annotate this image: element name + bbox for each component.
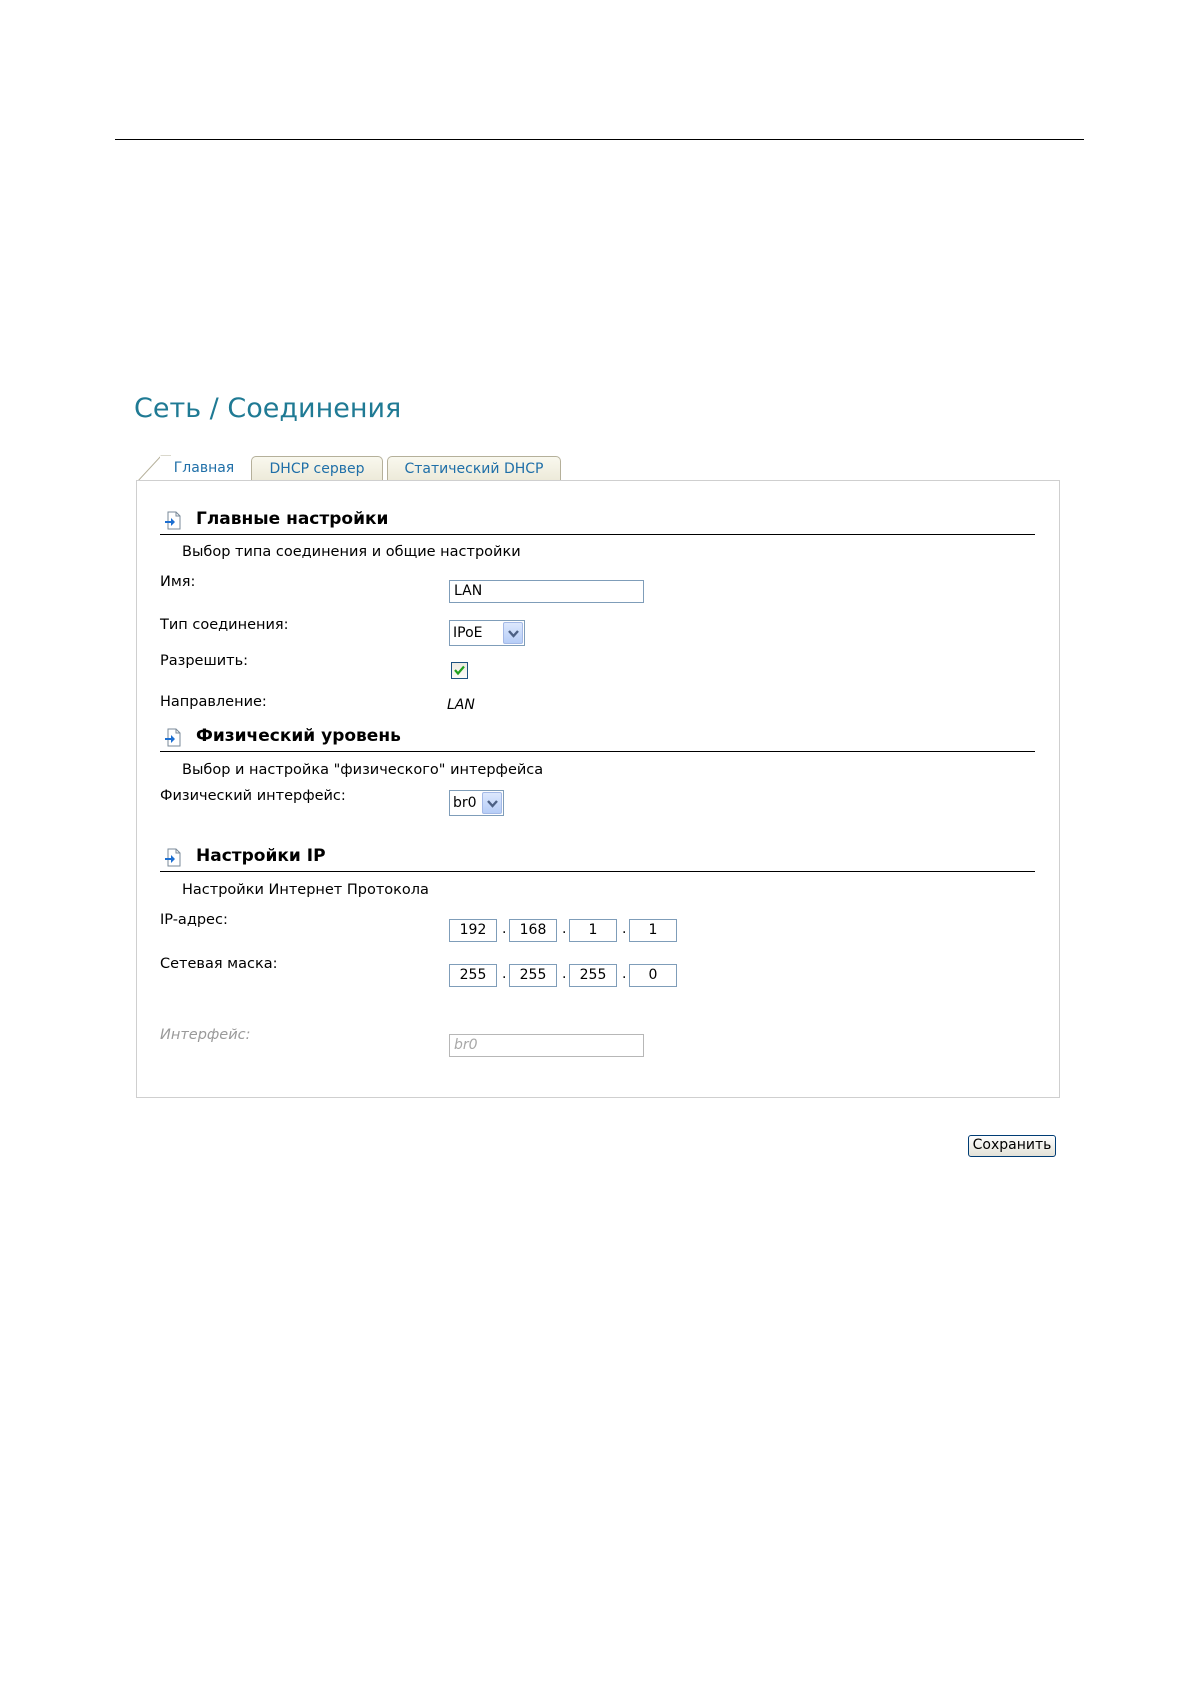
mask-octet-3-value: 255	[579, 967, 607, 983]
enable-label: Разрешить:	[160, 653, 249, 669]
conn-type-value: IPoE	[453, 625, 483, 641]
ip-octet-1[interactable]	[449, 919, 497, 942]
ip-octet-1-value: 192	[459, 922, 487, 938]
phys-iface-select[interactable]	[449, 790, 504, 816]
page-title: Сеть / Соединения	[134, 393, 402, 424]
octet-separator: .	[622, 921, 627, 937]
ip-octet-4-value: 1	[648, 922, 658, 938]
conn-type-label: Тип соединения:	[160, 617, 289, 633]
section-arrow-icon	[164, 728, 182, 747]
mask-octet-1[interactable]	[449, 964, 497, 987]
phys-iface-label: Физический интерфейс:	[160, 788, 346, 804]
interface-label: Интерфейс:	[160, 1027, 251, 1043]
mask-octet-1-value: 255	[459, 967, 487, 983]
name-label: Имя:	[160, 574, 196, 590]
top-divider	[115, 139, 1084, 140]
section-arrow-icon	[164, 848, 182, 867]
interface-input-value: br0	[454, 1037, 478, 1053]
checkmark-icon	[454, 665, 465, 676]
name-input[interactable]	[449, 580, 644, 603]
tab-dhcp-server[interactable]	[251, 456, 383, 482]
netmask-label: Сетевая маска:	[160, 956, 278, 972]
tab-static-dhcp[interactable]	[387, 456, 561, 482]
ip-octet-4[interactable]	[629, 919, 677, 942]
mask-octet-4[interactable]	[629, 964, 677, 987]
section-physical-title: Физический уровень	[196, 726, 401, 746]
section-main-description: Выбор типа соединения и общие настройки	[182, 544, 521, 560]
ip-octet-3[interactable]	[569, 919, 617, 942]
chevron-down-icon[interactable]	[503, 622, 523, 644]
mask-octet-2[interactable]	[509, 964, 557, 987]
ip-address-label: IP-адрес:	[160, 912, 228, 928]
ip-octet-3-value: 1	[588, 922, 598, 938]
mask-octet-4-value: 0	[648, 967, 658, 983]
section-arrow-icon	[164, 511, 182, 530]
phys-iface-value: br0	[453, 795, 477, 811]
mask-octet-2-value: 255	[519, 967, 547, 983]
section-physical-header	[160, 723, 1035, 752]
direction-label: Направление:	[160, 694, 267, 710]
section-main-title: Главные настройки	[196, 509, 389, 529]
ip-octet-2[interactable]	[509, 919, 557, 942]
octet-separator: .	[502, 921, 507, 937]
section-main-header	[160, 506, 1035, 535]
tab-main-label: Главная	[173, 460, 235, 476]
section-ip-header	[160, 843, 1035, 872]
tab-main[interactable]	[160, 456, 248, 482]
direction-value: LAN	[447, 697, 475, 713]
section-ip-description: Настройки Интернет Протокола	[182, 882, 429, 898]
section-ip-title: Настройки IP	[196, 846, 326, 866]
tab-dhcp-server-label: DHCP сервер	[269, 461, 365, 477]
section-physical-description: Выбор и настройка "физического" интерфейса	[182, 762, 544, 778]
chevron-down-icon[interactable]	[482, 792, 502, 814]
name-input-value: LAN	[454, 583, 483, 599]
interface-input	[449, 1034, 644, 1057]
octet-separator: .	[502, 966, 507, 982]
save-button[interactable]: Сохранить	[968, 1135, 1056, 1157]
conn-type-select[interactable]	[449, 620, 525, 646]
octet-separator: .	[622, 966, 627, 982]
enable-checkbox[interactable]	[451, 662, 468, 679]
ip-octet-2-value: 168	[519, 922, 547, 938]
mask-octet-3[interactable]	[569, 964, 617, 987]
octet-separator: .	[562, 921, 567, 937]
octet-separator: .	[562, 966, 567, 982]
tab-static-dhcp-label: Статический DHCP	[404, 461, 544, 477]
